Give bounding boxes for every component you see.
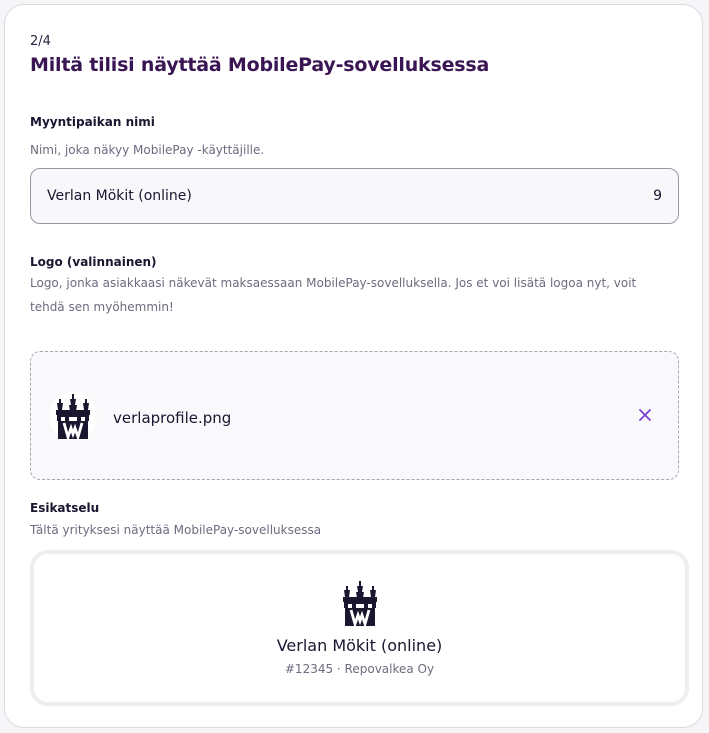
logo-upload-area[interactable] bbox=[30, 351, 679, 480]
settings-card bbox=[4, 4, 703, 728]
store-name-input[interactable] bbox=[30, 168, 679, 224]
step-indicator: 2/4 bbox=[30, 34, 51, 49]
remove-logo-button[interactable] bbox=[636, 406, 654, 424]
character-counter: 9 bbox=[653, 188, 662, 204]
logo-label: Logo (valinnainen) bbox=[30, 255, 157, 269]
store-name-help: Nimi, joka näkyy MobilePay -käyttäjille. bbox=[30, 143, 265, 157]
logo-help-line1: Logo, jonka asiakkaasi näkevät maksaessaan MobilePay-sovelluksella. Jos et voi lisätä logoa nyt, voit bbox=[30, 276, 637, 290]
close-icon[interactable] bbox=[638, 408, 652, 422]
preview-label: Esikatselu bbox=[30, 501, 100, 515]
store-name-label: Myyntipaikan nimi bbox=[30, 115, 155, 129]
preview-card bbox=[30, 550, 689, 706]
castle-logo-icon bbox=[56, 393, 90, 439]
logo-help-line2: tehdä sen myöhemmin! bbox=[30, 300, 174, 314]
preview-help: Tältä yrityksesi näyttää MobilePay-sovelluksessa bbox=[30, 523, 322, 537]
castle-logo-icon bbox=[343, 580, 377, 626]
preview-store-meta: #12345 · Repovalkea Oy bbox=[284, 662, 435, 676]
logo-thumbnail bbox=[49, 392, 97, 440]
logo-filename: verlaprofile.png bbox=[113, 409, 232, 427]
preview-store-name: Verlan Mökit (online) bbox=[276, 636, 443, 655]
page-title: Miltä tilisi näyttää MobilePay-sovelluksessa bbox=[30, 54, 490, 76]
store-name-value[interactable]: Verlan Mökit (online) bbox=[47, 188, 192, 204]
